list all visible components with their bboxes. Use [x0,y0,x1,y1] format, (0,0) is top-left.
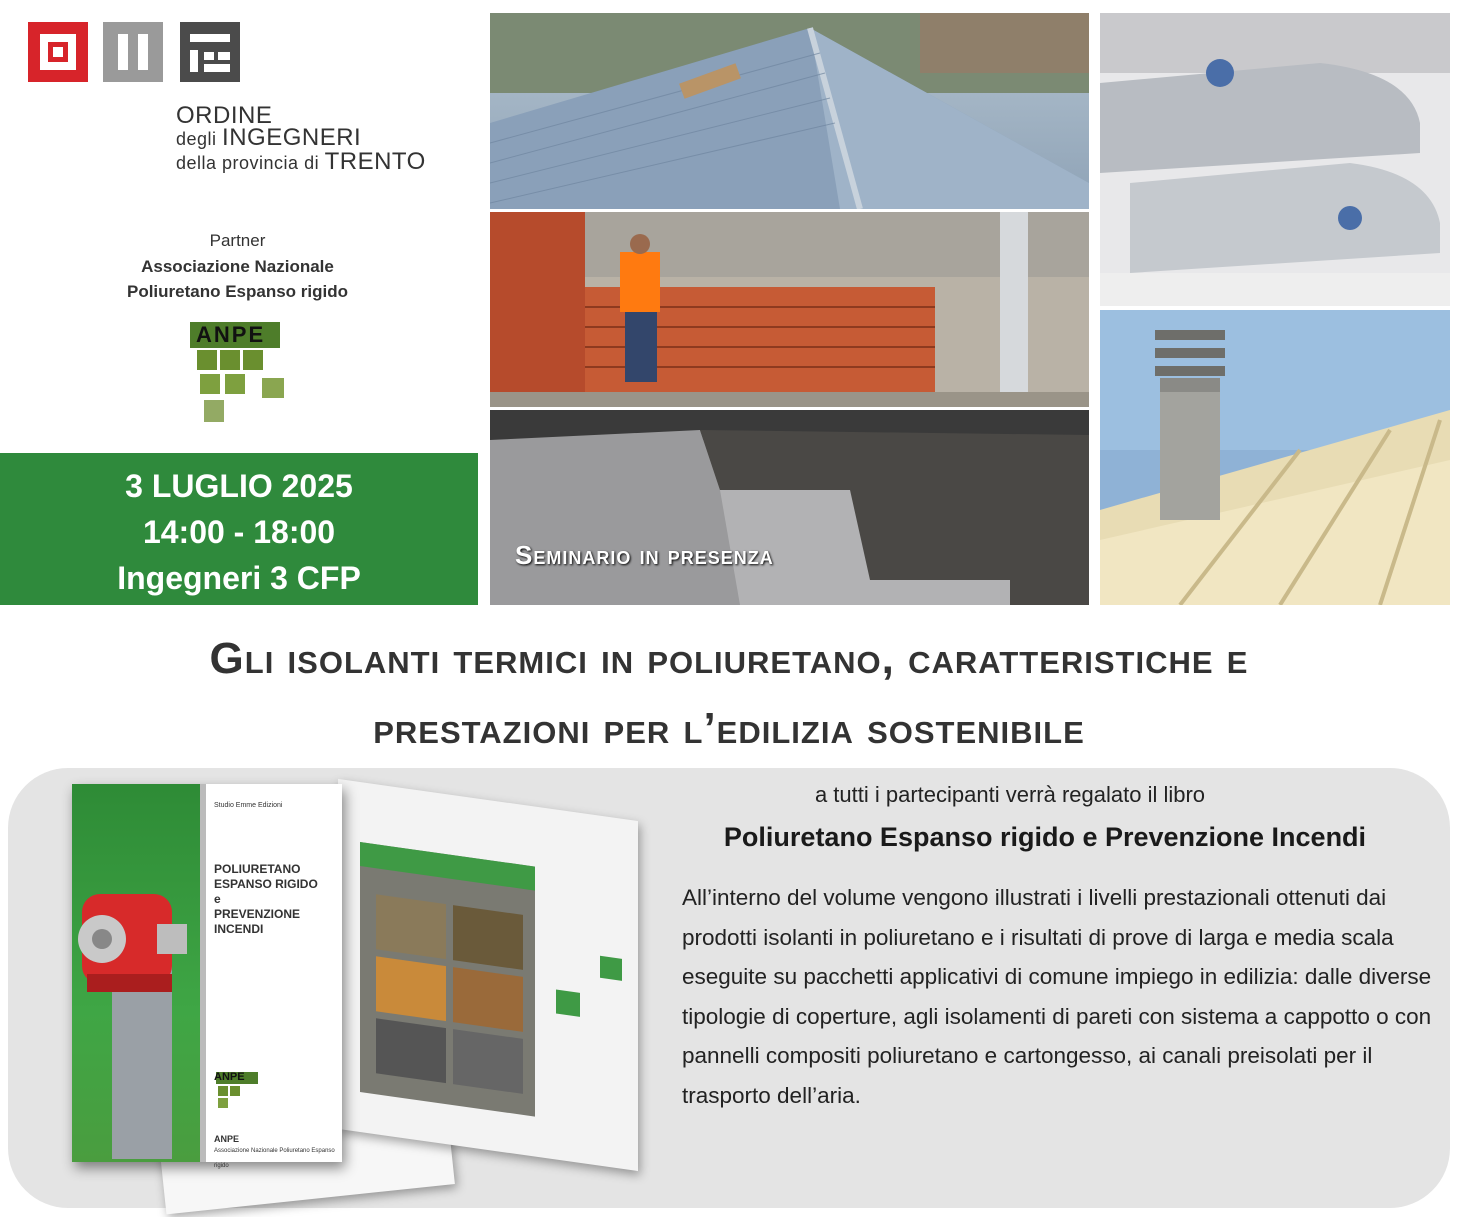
page-title-line2: prestazioni per l’edilizia sostenibile [373,704,1085,753]
cover-footer-sub: Associazione Nazionale Poliuretano Espanso rigido [214,1148,335,1169]
cover-footer: ANPE [214,1134,240,1144]
cover-title-line5: INCENDI [214,922,264,936]
org-name-line1: ORDINE [176,102,273,129]
gift-book-title: Poliuretano Espanso rigido e Prevenzione Incendi [723,822,1367,852]
cover-publisher: Studio Emme Edizioni [214,802,283,809]
photo-ventilation-duct [1100,13,1450,306]
cover-title-line2: ESPANSO RIGIDO [214,877,318,891]
gift-intro: a tutti i partecipanti verrà regalato il libro [814,782,1206,807]
cover-title-line1: POLIURETANO [214,862,301,876]
photo-caption: Seminario in presenza [515,540,774,570]
photo-chimney-spray-foam [1100,310,1450,605]
event-time: 14:00 - 18:00 [142,514,336,550]
gift-description: All’interno del volume vengono illustrati i livelli prestazionali ottenuti dai prodotti isolanti in poliuretano e i risultati di prove di larga e media scala eseguite su pacchetti applicativi di comune impiego in edilizia: dalle diverse tipologie di coperture, agli isolamenti di pareti con sistema a cappotto o con pannelli compositi poliuretano e cartongesso, ai canali preisolati per il trasporto dell’aria. [682,885,1432,1108]
fire-hydrant-image [72,784,202,1162]
logo-square-grey [103,22,163,82]
photo-worker-brick-wall [490,212,1089,407]
event-credits: Ingegneri 3 CFP [117,560,361,596]
cover-title-line4: PREVENZIONE [214,907,301,921]
book-open-page [338,779,638,1171]
logo-square-red [28,22,88,82]
partner-name-line1: Associazione Nazionale [141,257,334,276]
cover-title-line3: e [214,892,221,906]
org-name-line2: degli INGEGNERI [176,124,362,151]
partner-label: Partner [209,231,266,250]
event-info-box [0,453,478,605]
photo-roof-membrane [490,13,1089,209]
logo-square-dark [180,22,240,82]
book-cover [72,784,342,1169]
anpe-logo-text: ANPE [196,322,266,347]
photo-insulation-panels [490,410,1089,605]
org-name-line3: della provincia di TRENTO [176,148,426,175]
cover-logo-text: ANPE [214,1071,245,1083]
partner-name-line2: Poliuretano Espanso rigido [126,282,349,301]
event-date: 3 LUGLIO 2025 [125,468,353,504]
page-title-line1: Gli isolanti termici in poliuretano, caratteristiche e [209,634,1249,683]
